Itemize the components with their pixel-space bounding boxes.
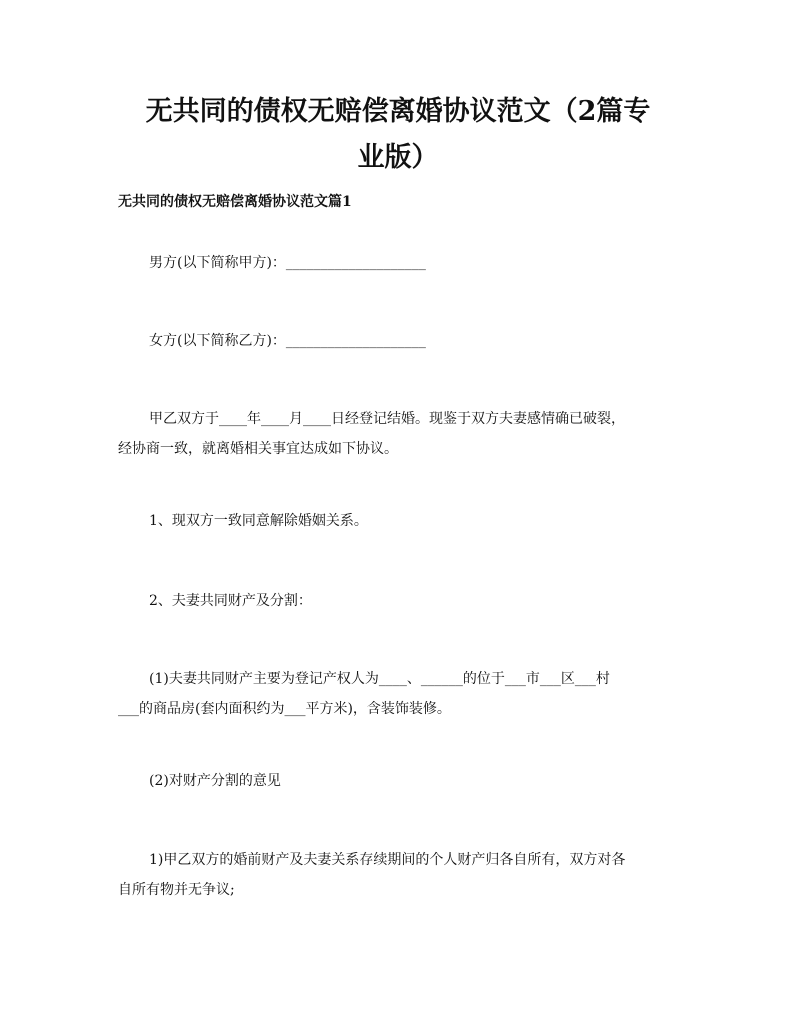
paragraph-clause-2-2-1	[118, 845, 684, 905]
paragraph-marriage-registration	[118, 404, 684, 464]
paragraph-line: 1、现双方一致同意解除婚姻关系。	[149, 513, 368, 529]
paragraph-line: 经协商一致，就离婚相关事宜达成如下协议。	[118, 441, 398, 457]
paragraph-line: 甲乙双方于____年____月____日经登记结婚。现鉴于双方夫妻感情确已破裂，	[149, 411, 625, 427]
paragraph-line: (1)夫妻共同财产主要为登记产权人为____、______的位于___市___区___村	[149, 671, 610, 687]
paragraph-line: 2、夫妻共同财产及分割：	[149, 593, 312, 609]
paragraph-clause-2-1	[118, 664, 684, 724]
paragraph-husband	[118, 248, 684, 278]
paragraph-clause-2-2	[118, 766, 684, 796]
paragraph-line: 自所有物并无争议;	[118, 882, 235, 898]
paragraph-clause-1	[118, 506, 684, 536]
paragraph-line: 男方(以下简称甲方)：____________________	[149, 255, 426, 271]
section-heading: 无共同的债权无赔偿离婚协议范文篇1	[118, 194, 352, 210]
paragraph-line: 1)甲乙双方的婚前财产及夫妻关系存续期间的个人财产归各自所有，双方对各	[149, 852, 626, 868]
paragraph-clause-2	[118, 586, 684, 616]
paragraph-line: 女方(以下简称乙方)：____________________	[149, 333, 426, 349]
paragraph-line: ___的商品房(套内面积约为___平方米)，含装饰装修。	[118, 701, 451, 717]
document-title-line-1: 无共同的债权无赔偿离婚协议范文（2篇专	[145, 96, 651, 127]
document-title-line-2: 业版）	[357, 142, 439, 173]
paragraph-line: (2)对财产分割的意见	[149, 773, 281, 789]
paragraph-wife	[118, 326, 684, 356]
